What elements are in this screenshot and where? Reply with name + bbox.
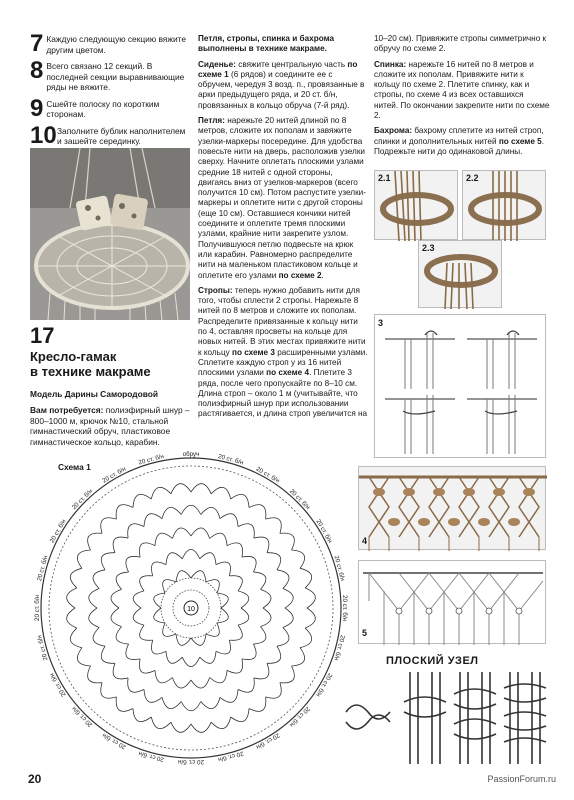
project-title-line: в технике макраме [30, 364, 151, 379]
scheme-arch [267, 646, 281, 663]
loop-text: . [321, 270, 324, 280]
scheme-arch [101, 553, 115, 570]
scheme-arch [280, 666, 294, 683]
step-item [30, 57, 190, 93]
scheme-arch [277, 570, 289, 589]
scheme-arch [140, 625, 153, 640]
scheme-arch [231, 709, 249, 722]
scheme-arch [140, 576, 153, 591]
scheme-arch [191, 571, 206, 582]
scheme-arch [238, 608, 249, 625]
project-title-block [30, 325, 192, 447]
loop-text: нарежьте 20 нитей длиной по 8 метров, сложите их пополам и завяжите узелки-маркеры посередине. Для удобства повесьте нити на дверь, расположив узелки сверху. Начните оплетать плоскими узлами средние 18 нитей с одной стороны, двигаясь вниз от узелков-маркеров (всего получится 10 см). Потом распустите узелки-маркеры и оплетите нити с другой стороны (еще 10 см). Оставшиеся кончики нитей соедините и оплетите тремя плоскими узлами, крайние нити закрепите узлом. Получившуюся петлю подвесьте на крюк или карабин. Равномерно распределите нити на маленьком пластиковом кольце и оплетите его узлами [198, 116, 366, 280]
scheme-arch [101, 518, 117, 534]
loop-label: Петля: [198, 116, 225, 126]
scheme-arch [133, 494, 151, 507]
scheme-arch [220, 514, 238, 527]
seat-label: Сиденье: [198, 59, 236, 69]
scheme-arch [166, 651, 182, 663]
figure-label: 3 [378, 318, 384, 328]
site-watermark: PassionForum.ru [487, 774, 556, 784]
scheme-arch [128, 678, 144, 692]
fringe-paragraph [374, 126, 550, 157]
scheme-arch [181, 702, 201, 711]
edge-label: 20 ст. б/н [314, 671, 334, 698]
flat-knot-title: ПЛОСКИЙ УЗЕЛ [386, 655, 479, 667]
edge-label: 20 ст. б/н [36, 554, 50, 582]
scheme-arch [182, 549, 199, 558]
scheme-arch [93, 570, 105, 589]
scheme-arch [217, 608, 228, 623]
scheme-arch [116, 505, 133, 519]
scheme-arch [242, 556, 256, 572]
scheme-arch [231, 494, 249, 507]
project-title [30, 349, 192, 379]
scheme-arch [70, 568, 82, 588]
scheme-arch [101, 646, 115, 663]
scheme-arch [113, 663, 128, 679]
materials-text: полиэфирный шнур – 800–1000 м, крючок №10, стальной гимнастический обруч, пластиковое гимнастическое кольцо, карабин. [30, 405, 190, 447]
edge-label: 20 ст. б/н [217, 749, 245, 763]
project-title-line: Кресло-гамак [30, 349, 117, 364]
back-paragraph [374, 60, 550, 122]
scheme-arch [211, 717, 231, 729]
scheme-arch [261, 589, 272, 608]
edge-label: 20 ст. б/н [332, 634, 346, 662]
scheme-arch [254, 663, 269, 679]
seat-text: свяжите центральную часть [235, 59, 348, 69]
step-number: 10 [30, 121, 57, 149]
scheme-arch [133, 608, 144, 625]
scheme-arch [181, 505, 201, 514]
scheme-arch [254, 537, 269, 553]
edge-label: 20 ст. б/н [287, 704, 312, 729]
scheme-arch [217, 593, 228, 608]
scheme-arch [253, 627, 265, 644]
edge-label: 20 ст. б/н [70, 704, 95, 729]
scheme-arch [292, 648, 305, 666]
scheme-arch [144, 514, 162, 527]
scheme-arch [191, 484, 211, 494]
scheme-arch [88, 533, 102, 550]
scheme-arch [67, 608, 77, 628]
scheme-arch [101, 683, 117, 699]
figure-label: 2.2 [466, 173, 479, 183]
hammock-photo [30, 148, 190, 320]
figure-label: 2.1 [378, 173, 391, 183]
slings-label: Стропы: [198, 285, 233, 295]
figure-4 [358, 466, 546, 550]
scheme-arch [280, 533, 294, 550]
scheme-arch [128, 524, 144, 538]
edge-label: 20 ст. б/н [314, 518, 334, 545]
scheme-arch [266, 683, 282, 699]
edge-label: 20 ст. б/н [332, 554, 346, 582]
scheme-arch [305, 588, 315, 608]
figure-3 [374, 314, 546, 458]
scheme-arch [67, 588, 77, 608]
scheme-arch [229, 576, 242, 591]
scheme-arch [206, 623, 219, 636]
edge-label: 20 ст. б/н [101, 465, 128, 485]
scheme-arch [116, 572, 128, 589]
scheme-arch [191, 528, 210, 539]
figure-label: 4 [362, 536, 368, 546]
edge-label: 20 ст. б/н [34, 595, 41, 621]
edge-label: 20 ст. б/н [254, 465, 281, 485]
edge-label: 20 ст. б/н [178, 758, 204, 765]
scheme-arch [77, 648, 90, 666]
center-number: 10 [187, 606, 195, 613]
slings-text: . Плетите 3 ряда, после чего пропускайте по 8–10 см. Длина строп – около 1 м (учитывайте, что полиэфирный шнур при использовании растягивается, и длина строп увеличится на [198, 368, 368, 419]
scheme-arch [162, 697, 181, 708]
scheme-arch [111, 608, 122, 627]
scheme-arch [200, 651, 216, 663]
scheme-arch [172, 528, 191, 539]
step-text: Всего связано 12 секций. В последней секции выравнивающие ряды не вяжите. [46, 61, 185, 92]
scheme-arch [277, 628, 289, 647]
scheme-arch [216, 562, 231, 576]
step-text: Заполните бублик наполнителем и зашейте серединку. [57, 125, 186, 146]
edge-label: 20 ст. б/н [137, 453, 165, 467]
scheme-arch [133, 709, 151, 722]
scheme-ref: по схеме 1 [198, 59, 358, 79]
scheme-arch [238, 524, 254, 538]
scheme-arch [238, 678, 254, 692]
scheme-arch [261, 608, 272, 627]
edge-label: 20 ст. б/н [137, 749, 165, 763]
step-number: 7 [30, 30, 44, 57]
edge-label: 20 ст. б/н [287, 487, 312, 512]
scheme-arch [300, 628, 312, 648]
scheme-arch [305, 608, 315, 628]
scheme-arch [229, 625, 242, 640]
scheme-arch [182, 657, 199, 666]
scheme-arch [238, 591, 249, 608]
seat-text: (6 рядов) и соедините ее с обручем, чередуя 3 возд. п., провязанные в арки предыдущего ряда, и 20 ст. б/н, провязанных в кольцо обруча (7-й ряд). [198, 69, 365, 110]
fringe-text: . Подрежьте нити до одинаковой длины. [374, 136, 545, 156]
scheme-arch [210, 533, 227, 545]
scheme-1-label: Схема 1 [58, 462, 91, 472]
seat-paragraph [198, 60, 368, 111]
scheme-arch [220, 689, 238, 702]
flat-knot-diagram [340, 672, 550, 764]
scheme-arch [113, 537, 128, 553]
figure-label: 5 [362, 628, 368, 638]
scheme-arch [171, 722, 191, 732]
scheme-arch [126, 644, 140, 660]
scheme-arch [253, 572, 265, 589]
scheme-arch [266, 518, 282, 534]
scheme-arch [88, 666, 102, 683]
scheme-arch [116, 697, 133, 711]
materials [30, 405, 192, 447]
scheme-arch [162, 507, 181, 518]
scheme-1-diagram [28, 450, 354, 766]
step-number: 9 [30, 94, 44, 122]
scheme-arch [154, 608, 165, 623]
step-item [30, 121, 190, 149]
scheme-arch [155, 533, 172, 545]
scheme-arch [172, 678, 191, 689]
scheme-arch [227, 659, 243, 673]
scheme-arch [77, 550, 90, 568]
figure-label: 2.3 [422, 243, 435, 253]
step-number: 8 [30, 57, 44, 84]
steps-list [30, 30, 190, 153]
scheme-arch [249, 697, 266, 711]
scheme-arch [191, 678, 210, 689]
scheme-arch [151, 717, 171, 729]
scheme-arch [211, 487, 231, 499]
scheme-arch [176, 571, 191, 582]
fringe-text: бахрому сплетите из нитей строп, спинки и дополнительных нитей [374, 126, 544, 146]
edge-label: 20 ст. б/н [217, 453, 245, 467]
scheme-arch [70, 628, 82, 648]
fringe-label: Бахрома: [374, 126, 413, 136]
continuation-text: 10–20 см). Привяжите стропы симметрично к обручу по схеме 2. [374, 34, 547, 54]
scheme-arch [151, 562, 166, 576]
scheme-arch [191, 722, 211, 732]
step-text: Каждую следующую секцию вяжите другим цветом. [46, 34, 187, 55]
scheme-arch [249, 505, 266, 519]
edge-label: 20 ст. б/н [101, 731, 128, 751]
scheme-arch [191, 634, 206, 645]
scheme-arch [166, 553, 182, 565]
edge-label: 20 ст. б/н [341, 595, 348, 621]
scheme-arch [154, 593, 165, 608]
instructions-right [374, 34, 550, 162]
scheme-arch [201, 697, 220, 708]
back-label: Спинка: [374, 59, 407, 69]
edge-label: 20 ст. б/н [36, 634, 50, 662]
instructions-middle [198, 34, 368, 425]
slings-paragraph [198, 286, 368, 420]
slings-text: расширенными узлами. Сплетите каждую строп у из 16 нитей плоскими узлами [198, 347, 368, 378]
scheme-ref: по схеме 2 [278, 270, 322, 280]
scheme-ref: по схеме 3 [232, 347, 275, 357]
edge-label: обруч [182, 451, 200, 458]
scheme-arch [227, 543, 243, 557]
materials-label: Вам потребуется: [30, 405, 104, 415]
section-heading: Петля, стропы, спинка и бахрома выполнены в технике макраме. [198, 34, 335, 54]
scheme-ref: по схеме 4 [266, 368, 310, 378]
scheme-arch [111, 589, 122, 608]
back-text: нарежьте 16 нитей по 8 метров и сложите их пополам. Привяжите нити к кольцу по схеме 2. Плетите спинку, как и стропы, по схеме 4 из всех оставшихся нитей. По окончании закрепите нити по схеме 2. [374, 59, 550, 121]
project-number: 17 [30, 323, 55, 348]
scheme-arch [171, 484, 191, 494]
figure-5 [358, 560, 546, 644]
scheme-arch [89, 608, 99, 628]
edge-label: 20 ст. б/н [48, 518, 68, 545]
scheme-arch [300, 568, 312, 588]
loop-paragraph [198, 116, 368, 281]
scheme-arch [242, 644, 256, 660]
scheme-arch [133, 591, 144, 608]
scheme-arch [283, 589, 293, 609]
scheme-arch [151, 640, 166, 654]
scheme-arch [201, 507, 220, 518]
scheme-arch [144, 689, 162, 702]
step-item [30, 30, 190, 57]
scheme-arch [155, 670, 172, 682]
scheme-arch [210, 670, 227, 682]
scheme-arch [163, 580, 176, 593]
scheme-arch [163, 623, 176, 636]
step-item [30, 94, 190, 122]
scheme-arch [206, 580, 219, 593]
scheme-arch [116, 627, 128, 644]
page-number: 20 [28, 772, 42, 786]
scheme-arch [176, 634, 191, 645]
edge-label: 20 ст. б/н [254, 731, 281, 751]
scheme-arch [89, 589, 99, 609]
scheme-arch [139, 543, 155, 557]
model-author: Модель Дарины Самородовой [30, 389, 159, 399]
scheme-arch [151, 487, 171, 499]
step-text: Сшейте полоску по коротким сторонам. [46, 98, 160, 119]
slings-text: теперь нужно добавить нити для того, чтобы сплести 2 стропы. Нарежьте 8 нитей по 8 метров и сложите их пополам. Распределите привязанные к кольцу нити по 4, оставляя просветы на кольце для новых нитей. В этих местах привяжите нити к кольцу [198, 285, 366, 357]
scheme-arch [267, 553, 281, 570]
scheme-arch [216, 640, 231, 654]
scheme-arch [283, 608, 293, 628]
scheme-arch [292, 550, 305, 568]
scheme-arch [126, 556, 140, 572]
edge-label: 20 ст. б/н [70, 487, 95, 512]
scheme-arch [200, 553, 216, 565]
scheme-arch [139, 659, 155, 673]
scheme-arch [93, 628, 105, 647]
scheme-ref: по схеме 5 [498, 136, 542, 146]
edge-label: 20 ст. б/н [48, 671, 68, 698]
